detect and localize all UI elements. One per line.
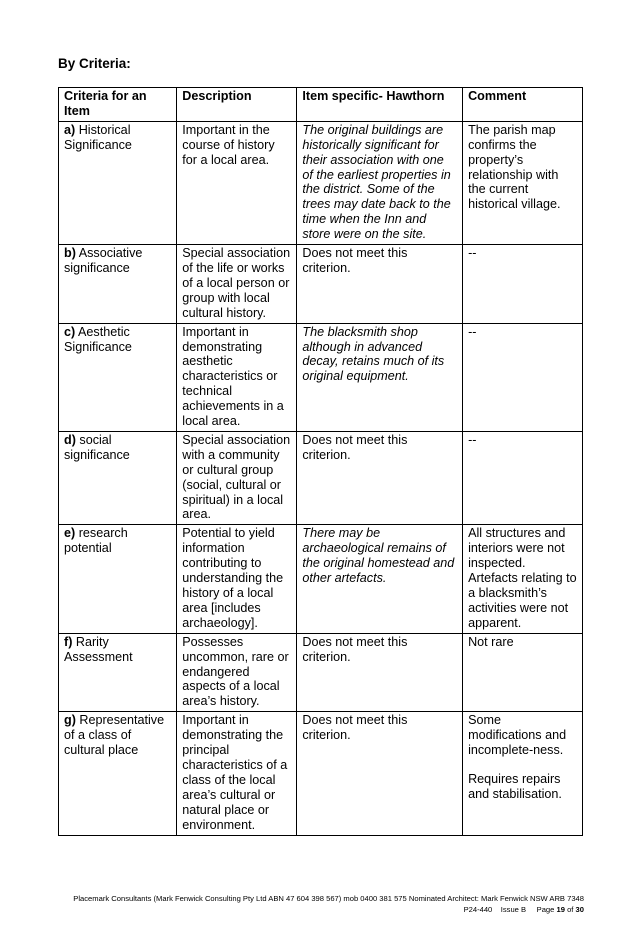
table-row: [59, 633, 583, 712]
table-row: [59, 245, 583, 324]
table-row: [59, 431, 583, 524]
criteria-name: Rarity Assessment: [64, 634, 133, 664]
criteria-letter: g): [64, 713, 76, 728]
criteria-cell: [59, 323, 177, 431]
comment-text: The parish map confirms the property’s relationship with the current historical village.: [468, 122, 561, 212]
comment-cell: [463, 323, 583, 431]
comment-text: Not rare: [468, 634, 514, 649]
footer-doc-ref: P24-440: [463, 905, 493, 914]
section-heading: By Criteria:: [58, 56, 131, 71]
criteria-name: social significance: [64, 432, 130, 462]
footer-page-total: 30: [575, 905, 584, 914]
criteria-name: Associative significance: [64, 246, 143, 275]
footer-line-1: Placemark Consultants (Mark Fenwick Consulting Pty Ltd ABN 47 604 398 567) mob 0400 381 575 Nominated Architect: Mark Fenwick NSW ARB 7348: [73, 894, 584, 903]
comment-text: All structures and interiors were not inspected. Artefacts relating to a blacksmith’s activities were not apparent.: [468, 526, 577, 630]
item-specific-cell: Does not meet this criterion.: [297, 633, 463, 712]
criteria-letter: d): [64, 432, 76, 447]
description-cell: Special association with a community or cultural group (social, cultural or spiritual) in a local area.: [177, 431, 297, 524]
criteria-table: [58, 87, 583, 836]
description-cell: Potential to yield information contributing to understanding the history of a local area [includes archaeology].: [177, 525, 297, 633]
criteria-cell: [59, 121, 177, 244]
comment-cell: [463, 245, 583, 324]
comment-cell: [463, 712, 583, 835]
criteria-letter: c): [64, 324, 76, 339]
column-header-criteria: Criteria for an Item: [59, 88, 177, 122]
table-row: [59, 121, 583, 244]
item-specific-cell: The original buildings are historically significant for their association with one of the earliest properties in the district. Some of the trees may date back to the time when the Inn and store were on the site.: [297, 121, 463, 244]
comment-text: --: [468, 324, 477, 339]
item-specific-cell: Does not meet this criterion.: [297, 431, 463, 524]
criteria-letter: b): [64, 246, 76, 261]
criteria-cell: [59, 633, 177, 712]
comment-cell: [463, 525, 583, 633]
table-row: [59, 712, 583, 835]
description-cell: Possesses uncommon, rare or endangered aspects of a local area’s history.: [177, 633, 297, 712]
criteria-name: Historical Significance: [64, 122, 132, 152]
comment-spacer: [468, 758, 577, 772]
criteria-letter: a): [64, 122, 76, 137]
comment-text: Some modifications and incomplete-ness.: [468, 713, 567, 758]
item-specific-cell: Does not meet this criterion.: [297, 712, 463, 835]
footer-of-label: of: [567, 905, 574, 914]
footer-line-2: [0, 905, 584, 915]
comment-cell: [463, 121, 583, 244]
item-specific-cell: The blacksmith shop although in advanced decay, retains much of its original equipment.: [297, 323, 463, 431]
table-header-row: [59, 88, 583, 122]
comment-cell: [463, 633, 583, 712]
criteria-letter: e): [64, 526, 76, 541]
criteria-name: Representative of a class of cultural place: [64, 713, 165, 758]
criteria-name: Aesthetic Significance: [64, 324, 132, 354]
table-row: [59, 323, 583, 431]
comment-text: --: [468, 432, 477, 447]
description-cell: Important in demonstrating aesthetic characteristics or technical achievements in a local area.: [177, 323, 297, 431]
item-specific-cell: There may be archaeological remains of the original homestead and other artefacts.: [297, 525, 463, 633]
table-row: [59, 525, 583, 633]
criteria-letter: f): [64, 634, 73, 649]
comment-text: --: [468, 246, 477, 261]
criteria-cell: [59, 712, 177, 835]
criteria-cell: [59, 525, 177, 633]
column-header-item-specific: Item specific- Hawthorn: [297, 88, 463, 122]
comment-text-2: Requires repairs and stabilisation.: [468, 771, 562, 801]
item-specific-cell: Does not meet this criterion.: [297, 245, 463, 324]
footer-page-number: 19: [556, 905, 565, 914]
comment-cell: [463, 431, 583, 524]
column-header-comment: Comment: [463, 88, 583, 122]
column-header-description: Description: [177, 88, 297, 122]
description-cell: Important in demonstrating the principal characteristics of a class of the local area’s cultural or natural place or environment.: [177, 712, 297, 835]
description-cell: Special association of the life or works of a local person or group with local cultural history.: [177, 245, 297, 324]
footer-page-label: Page: [536, 905, 555, 914]
criteria-cell: [59, 431, 177, 524]
description-cell: Important in the course of history for a local area.: [177, 121, 297, 244]
criteria-cell: [59, 245, 177, 324]
footer-issue: Issue B: [500, 905, 527, 914]
criteria-name: research potential: [64, 526, 128, 556]
